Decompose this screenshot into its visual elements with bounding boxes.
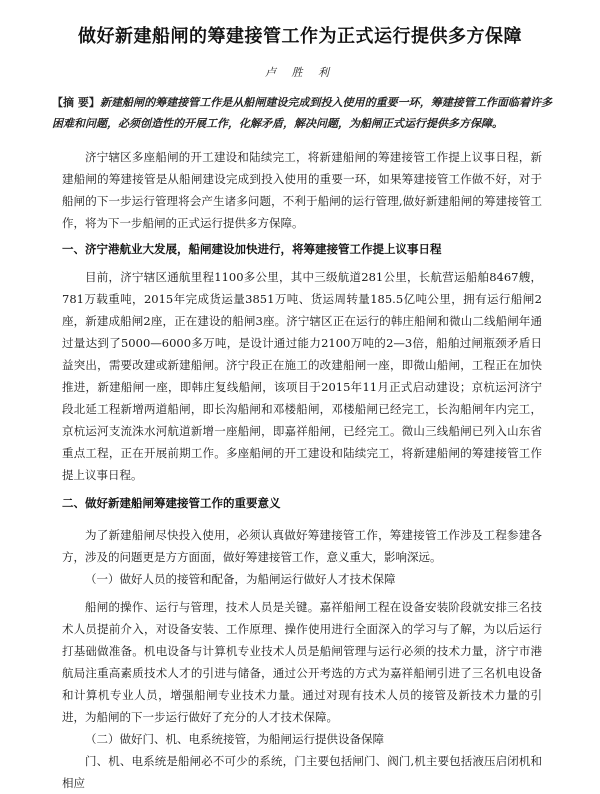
article-body	[62, 146, 542, 794]
subsection2-paragraph: 门、机、电系统是船闸必不可少的系统，门主要包括闸门、阀门,机主要包括液压启闭机和相应	[62, 754, 542, 790]
intro-paragraph: 济宁辖区多座船闸的开工建设和陆续完工，将新建船闸的筹建接管工作提上议事日程，新建船闸的筹建接管是从船闸建设完成到投入使用的重要一环，如果筹建接管工作做不好，对于船闸的下一步运行管理将会产生诸多问题，不利于船闸的运行管理,做好新建船闸的筹建接管工作，将为下一步船闸的正式运行提供多方保障。	[62, 150, 542, 230]
section2-paragraph: 为了新建船闸尽快投入使用，必须认真做好筹建接管工作，筹建接管工作涉及工程参建各方，涉及的问题更是方方面面，做好筹建接管工作，意义重大，影响深远。	[62, 528, 542, 564]
section2-heading: 二、做好新建船闸筹建接管工作的重要意义	[62, 496, 281, 510]
section1-heading: 一、济宁港航业大发展，船闸建设加快进行，将筹建接管工作提上议事日程	[62, 242, 442, 256]
subsection1-paragraph: 船闸的操作、运行与管理，技术人员是关键。嘉祥船闸工程在设备安装阶段就安排三名技术人员提前介入，对设备安装、工作原理、操作使用进行全面深入的学习与了解，为以后运行打基础做准备。机电设备与计算机专业技术人员是船闸管理与运行必须的技术力量，济宁市港航局注重高素质技术人才的引进与储备，通过公开考选的方式为嘉祥船闸引进了三名机电设备和计算机专业人员，增强船闸专业技术力量。通过对现有技术人员的接管及新技术力量的引进，为船闸的下一步运行做好了充分的人才技术保障。	[62, 600, 542, 724]
abstract	[52, 92, 552, 134]
abstract-text: 新建船闸的筹建接管工作是从船闸建设完成到投入使用的重要一环，筹建接管工作面临着许多困难和问题，必须创造性的开展工作，化解矛盾，解决问题，为船闸正式运行提供多方保障。	[52, 96, 552, 130]
subsection1-heading: （一）做好人员的接管和配备，为船闸运行做好人才技术保障	[85, 572, 396, 586]
author-name: 卢 胜 利	[265, 66, 335, 79]
section1-paragraph: 目前，济宁辖区通航里程1100多公里，其中三级航道281公里，长航营运船舶8467艘，781万载重吨，2015年完成货运量3851万吨、货运周转量185.5亿吨公里，拥有运行船闸2座，新建成船闸2座，正在建设的船闸3座。济宁辖区正在运行的韩庄船闸和微山二线船闸年通过量达到了5000—6000多万吨，是设计通过能力2100万吨的2—3倍，船舶过闸瓶颈矛盾日益突出，需要改建或新建船闸。济宁段正在施工的改建船闸一座，即微山船闸，工程正在加快推进，新建船闸一座，即韩庄复线船闸，该项目于2015年11月正式启动建设；京杭运河济宁段北延工程新增两道船闸，即长沟船闸和邓楼船闸，邓楼船闸已经完工，长沟船闸年内完工，京杭运河支流洙水河航道新增一座船闸，即嘉祥船闸，已经完工。微山三线船闸已列入山东省重点工程，正在开展前期工作。多座船闸的开工建设和陆续完工，将新建船闸的筹建接管工作提上议事日程。	[62, 270, 542, 482]
abstract-tag: 【摘 要】	[52, 96, 100, 109]
document-title: 做好新建船闸的筹建接管工作为正式运行提供多方保障	[78, 26, 522, 47]
subsection2-heading: （二）做好门、机、电系统接管，为船闸运行提供设备保障	[85, 732, 384, 746]
